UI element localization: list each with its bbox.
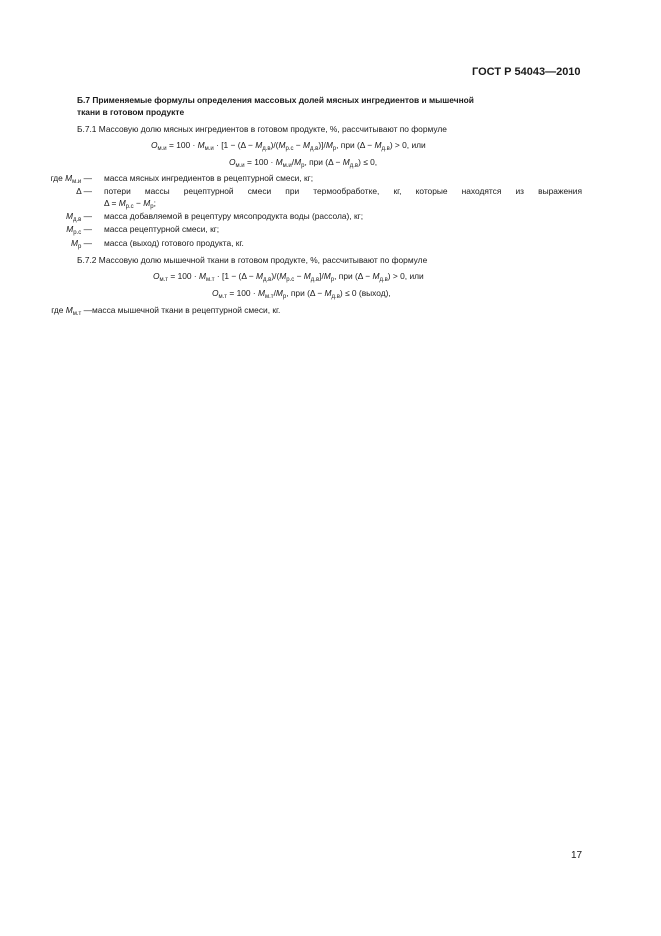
formula-1: $O_{м.и} = 100 \cdot M_{м.и} \cdot [1 - (\Delta - M_{д.в})/(M_{р.с} - M_{д.в})]/M_р$, при $(\Delta - M_{д.в}) > 0$, или [151,140,426,152]
document-number: ГОСТ Р 54043—2010 [472,66,581,78]
formula-4: $O_{м.т} = 100 \cdot M_{м.т}/M_р$, при $(\Delta - M_{д.в}) \le 0$ (выход), [212,288,391,300]
formula-2: $O_{м.и} = 100 \cdot M_{м.и}/M_р$, при $(\Delta - M_{д.в}) \le 0$, [229,157,378,169]
paragraph-b72-intro: Б.7.2 Массовую долю мышечной ткани в готовом продукте, %, рассчитывают по формуле [77,255,428,265]
delta-expression: $\Delta = M_{р.с} - M_р$; [104,198,156,210]
section-title-line1: Б.7 Применяемые формулы определения массовых долей мясных ингредиентов и мышечной [77,95,474,105]
formula-3: $O_{м.т} = 100 \cdot M_{м.т} \cdot [1 - (\Delta - M_{д.в})/(M_{р.с} - M_{д.в}]/M_р$, при $(\Delta - M_{д.в}) > 0$, или [153,271,424,283]
page-number: 17 [571,850,583,861]
paragraph-b71-intro: Б.7.1 Массовую долю мясных ингредиентов в готовом продукте, %, рассчитывают по формуле [77,124,447,134]
section-title-line2: ткани в готовом продукте [77,107,185,117]
